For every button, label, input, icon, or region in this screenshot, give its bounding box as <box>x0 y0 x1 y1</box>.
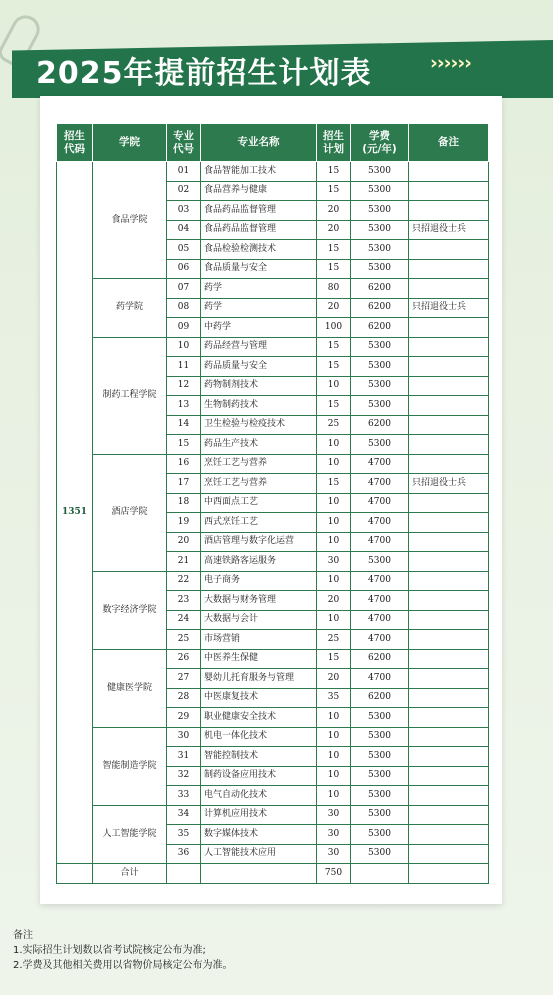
tuition-cell: 5300 <box>351 552 409 572</box>
header-note: 备注 <box>409 124 489 162</box>
note-cell <box>409 552 489 572</box>
major-code-cell: 22 <box>167 571 201 591</box>
note-cell <box>409 708 489 728</box>
plan-cell: 10 <box>317 532 351 552</box>
table-row <box>57 162 489 182</box>
plan-cell: 20 <box>317 201 351 221</box>
header-major-name: 专业名称 <box>201 124 317 162</box>
plan-cell: 100 <box>317 318 351 338</box>
note-cell <box>409 571 489 591</box>
tuition-cell: 4700 <box>351 591 409 611</box>
major-code-cell: 20 <box>167 532 201 552</box>
major-name-cell: 大数据与财务管理 <box>201 591 317 611</box>
note-cell <box>409 162 489 182</box>
major-name-cell: 计算机应用技术 <box>201 805 317 825</box>
table-row <box>57 571 489 591</box>
major-name-cell: 药物制剂技术 <box>201 376 317 396</box>
major-code-cell: 32 <box>167 766 201 786</box>
tuition-cell: 5300 <box>351 240 409 260</box>
major-code-cell: 09 <box>167 318 201 338</box>
table-row <box>57 454 489 474</box>
tuition-cell: 5300 <box>351 435 409 455</box>
note-cell <box>409 805 489 825</box>
major-code-cell: 17 <box>167 474 201 494</box>
tuition-cell: 4700 <box>351 630 409 650</box>
major-code-cell: 16 <box>167 454 201 474</box>
tuition-cell: 5300 <box>351 181 409 201</box>
major-name-cell: 药品经营与管理 <box>201 337 317 357</box>
major-name-cell: 电子商务 <box>201 571 317 591</box>
college-cell: 药学院 <box>93 279 167 338</box>
tuition-cell: 5300 <box>351 805 409 825</box>
total-blank-cell <box>201 864 317 884</box>
footnote <box>13 928 233 973</box>
note-cell <box>409 201 489 221</box>
major-code-cell: 28 <box>167 688 201 708</box>
tuition-cell: 5300 <box>351 220 409 240</box>
major-code-cell: 30 <box>167 727 201 747</box>
tuition-cell: 5300 <box>351 747 409 767</box>
tuition-cell: 5300 <box>351 259 409 279</box>
plan-cell: 10 <box>317 454 351 474</box>
major-name-cell: 高速铁路客运服务 <box>201 552 317 572</box>
plan-cell: 80 <box>317 279 351 299</box>
table-row <box>57 727 489 747</box>
major-code-cell: 03 <box>167 201 201 221</box>
major-name-cell: 食品营养与健康 <box>201 181 317 201</box>
major-code-cell: 06 <box>167 259 201 279</box>
note-cell <box>409 532 489 552</box>
tuition-cell: 4700 <box>351 532 409 552</box>
major-code-cell: 19 <box>167 513 201 533</box>
major-code-cell: 10 <box>167 337 201 357</box>
major-code-cell: 21 <box>167 552 201 572</box>
plan-cell: 35 <box>317 688 351 708</box>
note-cell <box>409 844 489 864</box>
college-cell: 食品学院 <box>93 162 167 279</box>
tuition-cell: 5300 <box>351 825 409 845</box>
tuition-cell: 5300 <box>351 844 409 864</box>
tuition-cell: 5300 <box>351 766 409 786</box>
admission-code-cell: 1351 <box>57 162 93 864</box>
major-name-cell: 酒店管理与数字化运营 <box>201 532 317 552</box>
plan-cell: 10 <box>317 766 351 786</box>
major-name-cell: 机电一体化技术 <box>201 727 317 747</box>
plan-cell: 15 <box>317 649 351 669</box>
plan-cell: 15 <box>317 259 351 279</box>
tuition-cell: 4700 <box>351 571 409 591</box>
major-name-cell: 市场营销 <box>201 630 317 650</box>
note-cell <box>409 454 489 474</box>
plan-cell: 10 <box>317 571 351 591</box>
major-name-cell: 职业健康安全技术 <box>201 708 317 728</box>
tuition-cell: 6200 <box>351 688 409 708</box>
note-cell: 只招退役士兵 <box>409 220 489 240</box>
tuition-cell: 5300 <box>351 357 409 377</box>
plan-cell: 15 <box>317 240 351 260</box>
major-code-cell: 31 <box>167 747 201 767</box>
plan-cell: 30 <box>317 825 351 845</box>
major-code-cell: 14 <box>167 415 201 435</box>
total-label-cell: 合计 <box>93 864 167 884</box>
note-cell <box>409 825 489 845</box>
major-name-cell: 食品药品监督管理 <box>201 201 317 221</box>
major-code-cell: 25 <box>167 630 201 650</box>
tuition-cell: 4700 <box>351 474 409 494</box>
plan-cell: 10 <box>317 747 351 767</box>
plan-cell: 10 <box>317 708 351 728</box>
note-cell <box>409 396 489 416</box>
table-row <box>57 337 489 357</box>
note-cell <box>409 376 489 396</box>
major-name-cell: 药学 <box>201 279 317 299</box>
major-code-cell: 35 <box>167 825 201 845</box>
plan-cell: 15 <box>317 474 351 494</box>
major-name-cell: 中药学 <box>201 318 317 338</box>
table-row <box>57 649 489 669</box>
plan-cell: 15 <box>317 337 351 357</box>
major-code-cell: 23 <box>167 591 201 611</box>
header-major-code: 专业 代号 <box>167 124 201 162</box>
tuition-cell: 5300 <box>351 396 409 416</box>
major-name-cell: 中西面点工艺 <box>201 493 317 513</box>
tuition-cell: 6200 <box>351 649 409 669</box>
major-name-cell: 食品药品监督管理 <box>201 220 317 240</box>
total-blank-cell <box>167 864 201 884</box>
tuition-cell: 5300 <box>351 337 409 357</box>
major-name-cell: 药品质量与安全 <box>201 357 317 377</box>
major-code-cell: 11 <box>167 357 201 377</box>
note-cell <box>409 415 489 435</box>
major-name-cell: 制药设备应用技术 <box>201 766 317 786</box>
major-name-cell: 烹饪工艺与营养 <box>201 474 317 494</box>
total-row <box>57 864 489 884</box>
plan-cell: 20 <box>317 591 351 611</box>
tuition-cell: 5300 <box>351 201 409 221</box>
total-blank-cell <box>57 864 93 884</box>
major-code-cell: 08 <box>167 298 201 318</box>
tuition-cell: 5300 <box>351 162 409 182</box>
note-cell: 只招退役士兵 <box>409 474 489 494</box>
table-header-row <box>57 124 489 162</box>
tuition-cell: 6200 <box>351 279 409 299</box>
note-cell <box>409 610 489 630</box>
tuition-cell: 6200 <box>351 318 409 338</box>
page-title: 2025年提前招生计划表 <box>36 56 372 91</box>
major-name-cell: 婴幼儿托育服务与管理 <box>201 669 317 689</box>
note-cell <box>409 766 489 786</box>
note-cell <box>409 727 489 747</box>
major-name-cell: 数字媒体技术 <box>201 825 317 845</box>
note-cell <box>409 337 489 357</box>
note-cell <box>409 357 489 377</box>
tuition-cell: 5300 <box>351 376 409 396</box>
tuition-cell: 5300 <box>351 727 409 747</box>
major-code-cell: 24 <box>167 610 201 630</box>
major-name-cell: 食品质量与安全 <box>201 259 317 279</box>
major-code-cell: 04 <box>167 220 201 240</box>
header-admission-code: 招生 代码 <box>57 124 93 162</box>
plan-cell: 15 <box>317 357 351 377</box>
note-cell <box>409 279 489 299</box>
chevron-right-arrows-icon: ›››››› <box>430 52 471 74</box>
major-code-cell: 02 <box>167 181 201 201</box>
plan-cell: 10 <box>317 786 351 806</box>
total-plan-cell: 750 <box>317 864 351 884</box>
plan-cell: 15 <box>317 396 351 416</box>
tuition-cell: 5300 <box>351 786 409 806</box>
note-cell <box>409 649 489 669</box>
college-cell: 智能制造学院 <box>93 727 167 805</box>
note-cell <box>409 669 489 689</box>
plan-cell: 10 <box>317 727 351 747</box>
major-code-cell: 01 <box>167 162 201 182</box>
major-name-cell: 卫生检验与检疫技术 <box>201 415 317 435</box>
plan-cell: 30 <box>317 552 351 572</box>
tuition-cell: 4700 <box>351 669 409 689</box>
major-name-cell: 药学 <box>201 298 317 318</box>
tuition-cell: 4700 <box>351 513 409 533</box>
major-code-cell: 33 <box>167 786 201 806</box>
note-cell <box>409 435 489 455</box>
note-cell <box>409 318 489 338</box>
note-cell <box>409 259 489 279</box>
major-name-cell: 药品生产技术 <box>201 435 317 455</box>
major-code-cell: 07 <box>167 279 201 299</box>
major-code-cell: 18 <box>167 493 201 513</box>
footnote-line: 1.实际招生计划数以省考试院核定公布为准; <box>13 945 206 956</box>
note-cell <box>409 591 489 611</box>
major-code-cell: 29 <box>167 708 201 728</box>
major-name-cell: 中医康复技术 <box>201 688 317 708</box>
college-cell: 制药工程学院 <box>93 337 167 454</box>
major-code-cell: 26 <box>167 649 201 669</box>
note-cell <box>409 747 489 767</box>
major-name-cell: 电气自动化技术 <box>201 786 317 806</box>
major-code-cell: 15 <box>167 435 201 455</box>
college-cell: 数字经济学院 <box>93 571 167 649</box>
major-code-cell: 36 <box>167 844 201 864</box>
major-name-cell: 大数据与会计 <box>201 610 317 630</box>
plan-cell: 10 <box>317 493 351 513</box>
major-code-cell: 34 <box>167 805 201 825</box>
major-name-cell: 食品智能加工技术 <box>201 162 317 182</box>
tuition-cell: 4700 <box>351 610 409 630</box>
table-row <box>57 279 489 299</box>
major-name-cell: 智能控制技术 <box>201 747 317 767</box>
note-cell <box>409 493 489 513</box>
major-code-cell: 27 <box>167 669 201 689</box>
tuition-cell: 4700 <box>351 493 409 513</box>
footnote-line: 2.学费及其他相关费用以省物价局核定公布为准。 <box>13 960 233 971</box>
plan-cell: 10 <box>317 513 351 533</box>
plan-cell: 30 <box>317 844 351 864</box>
note-cell <box>409 513 489 533</box>
note-cell: 只招退役士兵 <box>409 298 489 318</box>
major-name-cell: 烹饪工艺与营养 <box>201 454 317 474</box>
plan-cell: 25 <box>317 630 351 650</box>
plan-cell: 15 <box>317 162 351 182</box>
tuition-cell: 5300 <box>351 708 409 728</box>
plan-cell: 10 <box>317 376 351 396</box>
major-name-cell: 食品检验检测技术 <box>201 240 317 260</box>
total-blank-cell <box>409 864 489 884</box>
plan-cell: 30 <box>317 805 351 825</box>
header-college: 学院 <box>93 124 167 162</box>
college-cell: 酒店学院 <box>93 454 167 571</box>
major-name-cell: 西式烹饪工艺 <box>201 513 317 533</box>
major-name-cell: 中医养生保健 <box>201 649 317 669</box>
plan-cell: 25 <box>317 415 351 435</box>
note-cell <box>409 240 489 260</box>
tuition-cell: 4700 <box>351 454 409 474</box>
plan-cell: 20 <box>317 298 351 318</box>
college-cell: 人工智能学院 <box>93 805 167 864</box>
tuition-cell: 6200 <box>351 415 409 435</box>
college-cell: 健康医学院 <box>93 649 167 727</box>
header-tuition: 学费 (元/年) <box>351 124 409 162</box>
header-plan: 招生 计划 <box>317 124 351 162</box>
major-code-cell: 13 <box>167 396 201 416</box>
plan-cell: 15 <box>317 181 351 201</box>
plan-cell: 20 <box>317 669 351 689</box>
major-name-cell: 生物制药技术 <box>201 396 317 416</box>
note-cell <box>409 630 489 650</box>
major-code-cell: 12 <box>167 376 201 396</box>
table-row <box>57 805 489 825</box>
note-cell <box>409 688 489 708</box>
plan-cell: 10 <box>317 435 351 455</box>
note-cell <box>409 181 489 201</box>
footnote-title: 备注 <box>13 930 33 941</box>
enrollment-plan-table <box>56 123 489 884</box>
plan-cell: 20 <box>317 220 351 240</box>
tuition-cell: 6200 <box>351 298 409 318</box>
total-blank-cell <box>351 864 409 884</box>
major-code-cell: 05 <box>167 240 201 260</box>
note-cell <box>409 786 489 806</box>
major-name-cell: 人工智能技术应用 <box>201 844 317 864</box>
plan-cell: 10 <box>317 610 351 630</box>
